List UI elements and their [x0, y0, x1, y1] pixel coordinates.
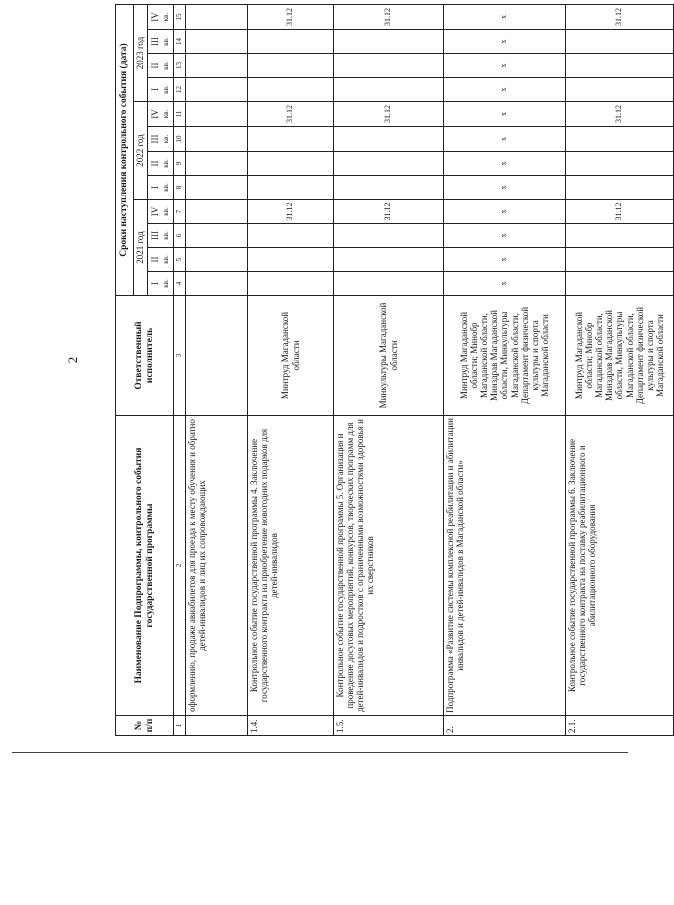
- row-number: 2.: [444, 716, 566, 736]
- quarter-abbr: кв.: [162, 183, 171, 192]
- row-name: Контрольное событие государственной программы 6. Заключение государственного контракта на поставку реабилитационного и абилитационного оборудования: [566, 416, 674, 716]
- control-events-table-wrapper: [115, 5, 665, 736]
- quarter-roman: III: [150, 37, 161, 46]
- deadline-cell: [186, 30, 248, 54]
- deadline-cell: [186, 5, 248, 30]
- quarter-abbr: кв.: [162, 37, 171, 46]
- deadline-cell: 31.12: [566, 102, 674, 127]
- quarter-roman: III: [150, 134, 161, 144]
- header-quarter: [148, 127, 174, 152]
- deadline-cell: 31.12: [248, 102, 334, 127]
- deadline-cell: [186, 78, 248, 102]
- header-quarter: [148, 30, 174, 54]
- header-quarter: [148, 78, 174, 102]
- quarter-roman: I: [150, 282, 161, 285]
- row-name: Контрольное событие государственной программы 5. Организация и проведение досуговых мероприятий, конкурсов, творческих программ для детей-инвалидов и подростков с ограниченными возможностями здоровья и их сверстников: [334, 416, 444, 716]
- header-quarter: [148, 102, 174, 127]
- column-number: 11: [174, 102, 186, 127]
- deadline-cell: [186, 200, 248, 224]
- column-number: 1: [174, 716, 186, 736]
- deadline-cell: [186, 272, 248, 296]
- quarter-roman: II: [150, 256, 161, 263]
- deadline-cell: [248, 176, 334, 200]
- column-number: 3: [174, 296, 186, 416]
- deadline-cell: [248, 30, 334, 54]
- deadline-cell: x: [444, 224, 566, 248]
- column-number: 9: [174, 152, 186, 176]
- deadline-cell: 31.12: [334, 5, 444, 30]
- header-quarter: [148, 224, 174, 248]
- header-quarter: [148, 272, 174, 296]
- deadline-cell: x: [444, 272, 566, 296]
- column-number: 7: [174, 200, 186, 224]
- header-year-2021: 2021 год: [134, 200, 148, 296]
- deadline-cell: [334, 248, 444, 272]
- quarter-roman: IV: [150, 206, 161, 217]
- deadline-cell: 31.12: [566, 5, 674, 30]
- deadline-cell: [248, 54, 334, 78]
- deadline-cell: x: [444, 102, 566, 127]
- table-row: [444, 5, 566, 736]
- row-name: Подпрограмма «Развитие системы комплексной реабилитации и абилитации инвалидов и детей-инвалидов в Магаданской области»: [444, 416, 566, 716]
- deadline-cell: [186, 248, 248, 272]
- header-quarter: [148, 54, 174, 78]
- deadline-cell: [248, 272, 334, 296]
- header-year-2023: 2023 год: [134, 5, 148, 102]
- deadline-cell: [248, 248, 334, 272]
- row-number: 1.4.: [248, 716, 334, 736]
- header-name: Наименование Подпрограммы, контрольного события государственной программы: [116, 416, 174, 716]
- deadline-cell: [334, 127, 444, 152]
- quarter-roman: IV: [150, 12, 161, 22]
- row-number: 2.1.: [566, 716, 674, 736]
- deadline-cell: [248, 152, 334, 176]
- header-quarter: [148, 248, 174, 272]
- header-quarter: [148, 5, 174, 30]
- header-quarter: [148, 176, 174, 200]
- deadline-cell: x: [444, 54, 566, 78]
- quarter-roman: III: [150, 231, 161, 240]
- row-responsible: Минтруд Магаданской области; Минобр Магаданской области, Минздрав Магаданской области, Минкультуры Магаданской области, Департамент физической культуры и спорта Магаданской области: [444, 296, 566, 416]
- deadline-cell: x: [444, 78, 566, 102]
- deadline-cell: [566, 54, 674, 78]
- quarter-abbr: кв.: [162, 12, 171, 22]
- quarter-roman: II: [150, 160, 161, 167]
- deadline-cell: [334, 30, 444, 54]
- deadline-cell: [566, 176, 674, 200]
- deadline-cell: x: [444, 248, 566, 272]
- column-number: 5: [174, 248, 186, 272]
- deadline-cell: [186, 127, 248, 152]
- page-number: 2: [65, 356, 80, 364]
- deadline-cell: x: [444, 200, 566, 224]
- deadline-cell: [334, 272, 444, 296]
- row-responsible: Минкультуры Магаданской области: [334, 296, 444, 416]
- deadline-cell: [566, 224, 674, 248]
- deadline-cell: 31.12: [248, 5, 334, 30]
- quarter-abbr: кв.: [162, 109, 171, 119]
- row-name: оформлению, продаже авиабилетов для проезда к месту обучения и обратно детей-инвалидов и лиц их сопровождающих: [186, 416, 248, 716]
- header-quarter: [148, 200, 174, 224]
- deadline-cell: 31.12: [334, 102, 444, 127]
- deadline-cell: [186, 224, 248, 248]
- row-number: [186, 716, 248, 736]
- table-row: [334, 5, 444, 736]
- row-responsible: Минтруд Магаданской области: [248, 296, 334, 416]
- column-number: 13: [174, 54, 186, 78]
- deadline-cell: [334, 176, 444, 200]
- quarter-roman: II: [150, 62, 161, 69]
- column-number: 8: [174, 176, 186, 200]
- deadline-cell: [566, 152, 674, 176]
- deadline-cell: [334, 78, 444, 102]
- quarter-roman: I: [150, 88, 161, 91]
- table-row: [186, 5, 248, 736]
- deadline-cell: [566, 272, 674, 296]
- header-responsible: Ответственный исполнитель: [116, 296, 174, 416]
- row-name: Контрольное событие государственной программы 4. Заключение государственного контракта на приобретение новогодних подарков для детей-инвалидов: [248, 416, 334, 716]
- column-number: 6: [174, 224, 186, 248]
- deadline-cell: 31.12: [334, 200, 444, 224]
- row-number: 1.5.: [334, 716, 444, 736]
- quarter-abbr: кв.: [162, 85, 171, 94]
- deadline-cell: [334, 152, 444, 176]
- quarter-abbr: кв.: [162, 159, 171, 168]
- quarter-abbr: кв.: [162, 134, 171, 144]
- table-row: [566, 5, 674, 736]
- deadline-cell: 31.12: [248, 200, 334, 224]
- deadline-cell: [566, 127, 674, 152]
- quarter-abbr: кв.: [162, 61, 171, 70]
- deadline-cell: x: [444, 127, 566, 152]
- quarter-roman: IV: [150, 109, 161, 119]
- header-quarter: [148, 152, 174, 176]
- deadline-cell: [186, 176, 248, 200]
- quarter-abbr: кв.: [162, 255, 171, 264]
- deadline-cell: 31.12: [566, 200, 674, 224]
- deadline-cell: x: [444, 152, 566, 176]
- row-responsible: Минтруд Магаданской области; Минобр Магаданской области, Минздрав Магаданской области, Минкультуры Магаданской области, Департамент физической культуры и спорта Магаданской области: [566, 296, 674, 416]
- row-responsible: [186, 296, 248, 416]
- header-year-2022: 2022 год: [134, 102, 148, 200]
- deadline-cell: [248, 224, 334, 248]
- deadline-cell: [566, 30, 674, 54]
- deadline-cell: [566, 248, 674, 272]
- column-number: 4: [174, 272, 186, 296]
- header-deadlines: Сроки наступления контрольного события (дата): [116, 5, 134, 296]
- column-number: 12: [174, 78, 186, 102]
- deadline-cell: [186, 152, 248, 176]
- table-row: [248, 5, 334, 736]
- deadline-cell: x: [444, 30, 566, 54]
- column-number: 14: [174, 30, 186, 54]
- quarter-abbr: кв.: [162, 207, 171, 216]
- deadline-cell: [248, 127, 334, 152]
- deadline-cell: [566, 78, 674, 102]
- column-number: 10: [174, 127, 186, 152]
- header-number: № п/п: [116, 716, 174, 736]
- quarter-abbr: кв.: [162, 279, 171, 288]
- deadline-cell: [334, 54, 444, 78]
- page-divider: [12, 752, 628, 753]
- control-events-table: [115, 4, 674, 736]
- quarter-roman: I: [150, 186, 161, 189]
- deadline-cell: [186, 54, 248, 78]
- deadline-cell: x: [444, 176, 566, 200]
- column-number: 15: [174, 5, 186, 30]
- deadline-cell: [186, 102, 248, 127]
- deadline-cell: [248, 78, 334, 102]
- quarter-abbr: кв.: [162, 231, 171, 240]
- deadline-cell: [334, 224, 444, 248]
- column-number: 2: [174, 416, 186, 716]
- deadline-cell: x: [444, 5, 566, 30]
